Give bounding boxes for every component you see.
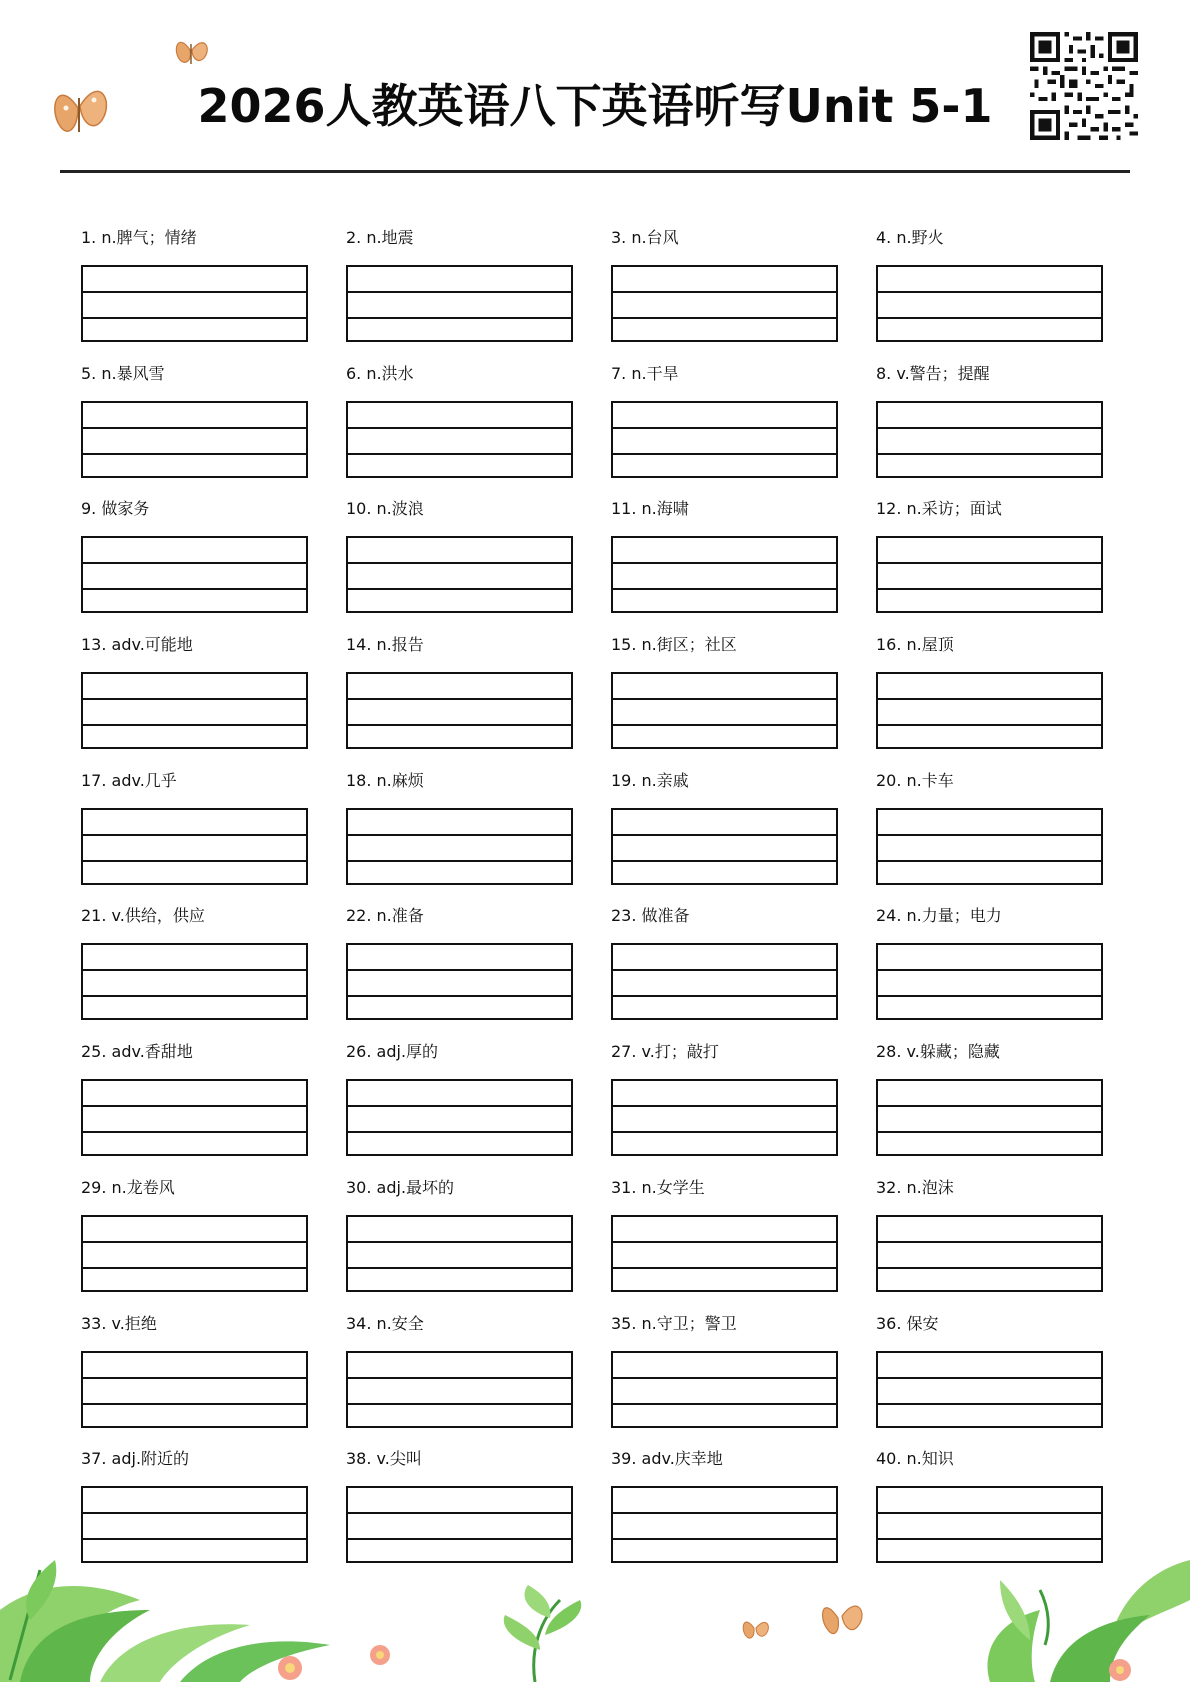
writing-line	[83, 1131, 306, 1133]
writing-line	[83, 1241, 306, 1243]
item-prompt: 35. n.守卫；警卫	[611, 1313, 737, 1333]
writing-line	[83, 995, 306, 997]
writing-line	[613, 995, 836, 997]
item-prompt: 34. n.安全	[346, 1313, 424, 1333]
answer-box[interactable]	[346, 1215, 573, 1292]
dictation-item	[345, 771, 610, 907]
writing-line	[83, 1105, 306, 1107]
writing-line	[83, 834, 306, 836]
writing-line	[878, 969, 1101, 971]
item-prompt: 7. n.干旱	[611, 363, 679, 383]
dictation-item	[875, 1178, 1140, 1314]
answer-box[interactable]	[611, 1351, 838, 1428]
dictation-item	[345, 1178, 610, 1314]
answer-box[interactable]	[876, 401, 1103, 478]
dictation-item	[875, 1314, 1140, 1450]
writing-line	[83, 562, 306, 564]
item-prompt: 37. adj.附近的	[81, 1449, 190, 1469]
answer-box[interactable]	[876, 1079, 1103, 1156]
writing-line	[613, 291, 836, 293]
dictation-item	[610, 771, 875, 907]
writing-line	[613, 1241, 836, 1243]
writing-line	[878, 291, 1101, 293]
writing-line	[83, 427, 306, 429]
writing-line	[348, 562, 571, 564]
answer-box[interactable]	[611, 943, 838, 1020]
answer-box[interactable]	[611, 536, 838, 613]
writing-line	[348, 1131, 571, 1133]
item-prompt: 36. 保安	[876, 1313, 939, 1333]
writing-line	[613, 860, 836, 862]
writing-line	[83, 317, 306, 319]
writing-line	[878, 1377, 1101, 1379]
answer-box[interactable]	[81, 672, 308, 749]
answer-box[interactable]	[346, 808, 573, 885]
writing-line	[348, 453, 571, 455]
answer-box[interactable]	[81, 536, 308, 613]
item-prompt: 3. n.台风	[611, 228, 679, 247]
item-prompt: 39. adv.庆幸地	[611, 1449, 723, 1469]
item-prompt: 17. adv.几乎	[81, 770, 177, 790]
butterfly-icon	[172, 28, 212, 68]
item-prompt: 40. n.知识	[876, 1449, 954, 1469]
item-prompt: 33. v.拒绝	[81, 1313, 157, 1333]
dictation-item	[80, 1314, 345, 1450]
answer-box[interactable]	[346, 265, 573, 342]
answer-box[interactable]	[81, 401, 308, 478]
item-prompt: 1. n.脾气；情绪	[81, 228, 197, 247]
item-prompt: 23. 做准备	[611, 906, 690, 926]
writing-line	[613, 1403, 836, 1405]
dictation-item	[875, 364, 1140, 500]
item-prompt: 28. v.躲藏；隐藏	[876, 1042, 1000, 1062]
writing-line	[83, 1377, 306, 1379]
writing-line	[83, 724, 306, 726]
dictation-item	[610, 906, 875, 1042]
answer-box[interactable]	[81, 1215, 308, 1292]
answer-box[interactable]	[346, 1079, 573, 1156]
answer-box[interactable]	[876, 1351, 1103, 1428]
dictation-item	[610, 228, 875, 364]
dictation-item	[875, 906, 1140, 1042]
writing-line	[83, 1403, 306, 1405]
dictation-item	[610, 1042, 875, 1178]
dictation-item	[610, 499, 875, 635]
item-prompt: 26. adj.厚的	[346, 1042, 439, 1062]
writing-line	[348, 724, 571, 726]
answer-box[interactable]	[81, 1351, 308, 1428]
item-prompt: 21. v.供给，供应	[81, 906, 205, 926]
dictation-item	[345, 906, 610, 1042]
dictation-item	[875, 228, 1140, 364]
writing-line	[878, 834, 1101, 836]
dictation-grid	[80, 228, 1120, 1585]
dictation-item	[80, 906, 345, 1042]
writing-line	[348, 1267, 571, 1269]
item-prompt: 8. v.警告；提醒	[876, 363, 990, 383]
writing-line	[348, 1403, 571, 1405]
item-prompt: 15. n.街区；社区	[611, 635, 737, 655]
dictation-item	[80, 1178, 345, 1314]
writing-line	[878, 860, 1101, 862]
item-prompt: 20. n.卡车	[876, 770, 954, 790]
writing-line	[878, 724, 1101, 726]
writing-line	[878, 1241, 1101, 1243]
writing-line	[348, 698, 571, 700]
writing-line	[878, 453, 1101, 455]
answer-box[interactable]	[611, 672, 838, 749]
writing-line	[878, 588, 1101, 590]
title-divider	[60, 170, 1130, 173]
writing-line	[613, 1105, 836, 1107]
item-prompt: 18. n.麻烦	[346, 770, 424, 790]
item-prompt: 25. adv.香甜地	[81, 1042, 193, 1062]
item-prompt: 31. n.女学生	[611, 1177, 705, 1197]
writing-line	[878, 698, 1101, 700]
writing-line	[83, 1267, 306, 1269]
dictation-item	[80, 1042, 345, 1178]
answer-box[interactable]	[876, 265, 1103, 342]
writing-line	[613, 588, 836, 590]
answer-box[interactable]	[611, 808, 838, 885]
item-prompt: 32. n.泡沫	[876, 1177, 954, 1197]
item-prompt: 27. v.打；敲打	[611, 1042, 719, 1062]
answer-box[interactable]	[346, 401, 573, 478]
writing-line	[878, 995, 1101, 997]
writing-line	[878, 317, 1101, 319]
item-prompt: 6. n.洪水	[346, 363, 414, 383]
answer-box[interactable]	[876, 536, 1103, 613]
answer-box[interactable]	[81, 943, 308, 1020]
item-prompt: 38. v.尖叫	[346, 1449, 422, 1469]
item-prompt: 19. n.亲戚	[611, 770, 689, 790]
item-prompt: 11. n.海啸	[611, 499, 689, 519]
writing-line	[878, 427, 1101, 429]
foliage-decoration	[0, 1540, 1190, 1682]
writing-line	[613, 453, 836, 455]
item-prompt: 4. n.野火	[876, 228, 944, 247]
item-prompt: 2. n.地震	[346, 228, 414, 247]
answer-box[interactable]	[81, 808, 308, 885]
writing-line	[348, 860, 571, 862]
answer-box[interactable]	[346, 1351, 573, 1428]
writing-line	[348, 1105, 571, 1107]
writing-line	[348, 1241, 571, 1243]
dictation-item	[80, 635, 345, 771]
writing-line	[613, 834, 836, 836]
writing-line	[878, 562, 1101, 564]
writing-line	[83, 453, 306, 455]
writing-line	[613, 1512, 836, 1514]
writing-line	[348, 588, 571, 590]
writing-line	[348, 1512, 571, 1514]
dictation-item	[610, 635, 875, 771]
answer-box[interactable]	[611, 401, 838, 478]
item-prompt: 13. adv.可能地	[81, 635, 193, 655]
dictation-item	[80, 771, 345, 907]
answer-box[interactable]	[611, 265, 838, 342]
answer-box[interactable]	[81, 1079, 308, 1156]
writing-line	[613, 562, 836, 564]
dictation-item	[610, 1314, 875, 1450]
item-prompt: 22. n.准备	[346, 906, 424, 926]
writing-line	[348, 1377, 571, 1379]
dictation-item	[875, 499, 1140, 635]
answer-box[interactable]	[346, 536, 573, 613]
writing-line	[83, 698, 306, 700]
dictation-item	[345, 228, 610, 364]
dictation-item	[345, 635, 610, 771]
writing-line	[613, 317, 836, 319]
writing-line	[348, 834, 571, 836]
item-prompt: 5. n.暴风雪	[81, 363, 165, 383]
writing-line	[83, 1512, 306, 1514]
writing-line	[348, 427, 571, 429]
writing-line	[348, 317, 571, 319]
item-prompt: 30. adj.最坏的	[346, 1177, 455, 1197]
answer-box[interactable]	[876, 943, 1103, 1020]
writing-line	[83, 588, 306, 590]
dictation-item	[345, 364, 610, 500]
writing-line	[83, 291, 306, 293]
dictation-item	[80, 364, 345, 500]
item-prompt: 16. n.屋顶	[876, 635, 954, 655]
writing-line	[83, 860, 306, 862]
item-prompt: 14. n.报告	[346, 635, 424, 655]
writing-line	[878, 1512, 1101, 1514]
writing-line	[613, 724, 836, 726]
item-prompt: 10. n.波浪	[346, 499, 424, 519]
answer-box[interactable]	[876, 672, 1103, 749]
writing-line	[348, 969, 571, 971]
writing-line	[348, 291, 571, 293]
item-prompt: 12. n.采访；面试	[876, 499, 1002, 519]
writing-line	[878, 1403, 1101, 1405]
item-prompt: 29. n.龙卷风	[81, 1177, 175, 1197]
answer-box[interactable]	[346, 943, 573, 1020]
writing-line	[613, 969, 836, 971]
dictation-item	[875, 1042, 1140, 1178]
writing-line	[613, 1267, 836, 1269]
item-prompt: 24. n.力量；电力	[876, 906, 1002, 926]
answer-box[interactable]	[81, 265, 308, 342]
answer-box[interactable]	[611, 1215, 838, 1292]
dictation-item	[875, 771, 1140, 907]
writing-line	[878, 1267, 1101, 1269]
writing-line	[613, 1131, 836, 1133]
answer-box[interactable]	[876, 1215, 1103, 1292]
writing-line	[613, 698, 836, 700]
dictation-item	[345, 499, 610, 635]
answer-box[interactable]	[876, 808, 1103, 885]
qr-code-icon	[1030, 32, 1138, 140]
dictation-item	[80, 228, 345, 364]
dictation-item	[610, 1178, 875, 1314]
writing-line	[348, 995, 571, 997]
writing-line	[878, 1105, 1101, 1107]
dictation-item	[610, 364, 875, 500]
writing-line	[613, 1377, 836, 1379]
answer-box[interactable]	[611, 1079, 838, 1156]
writing-line	[83, 969, 306, 971]
page-title: 2026人教英语八下英语听写Unit 5-1	[197, 79, 993, 133]
dictation-item	[345, 1314, 610, 1450]
dictation-item	[80, 499, 345, 635]
item-prompt: 9. 做家务	[81, 499, 150, 519]
dictation-item	[875, 635, 1140, 771]
writing-line	[878, 1131, 1101, 1133]
writing-line	[613, 427, 836, 429]
answer-box[interactable]	[346, 672, 573, 749]
dictation-item	[345, 1042, 610, 1178]
